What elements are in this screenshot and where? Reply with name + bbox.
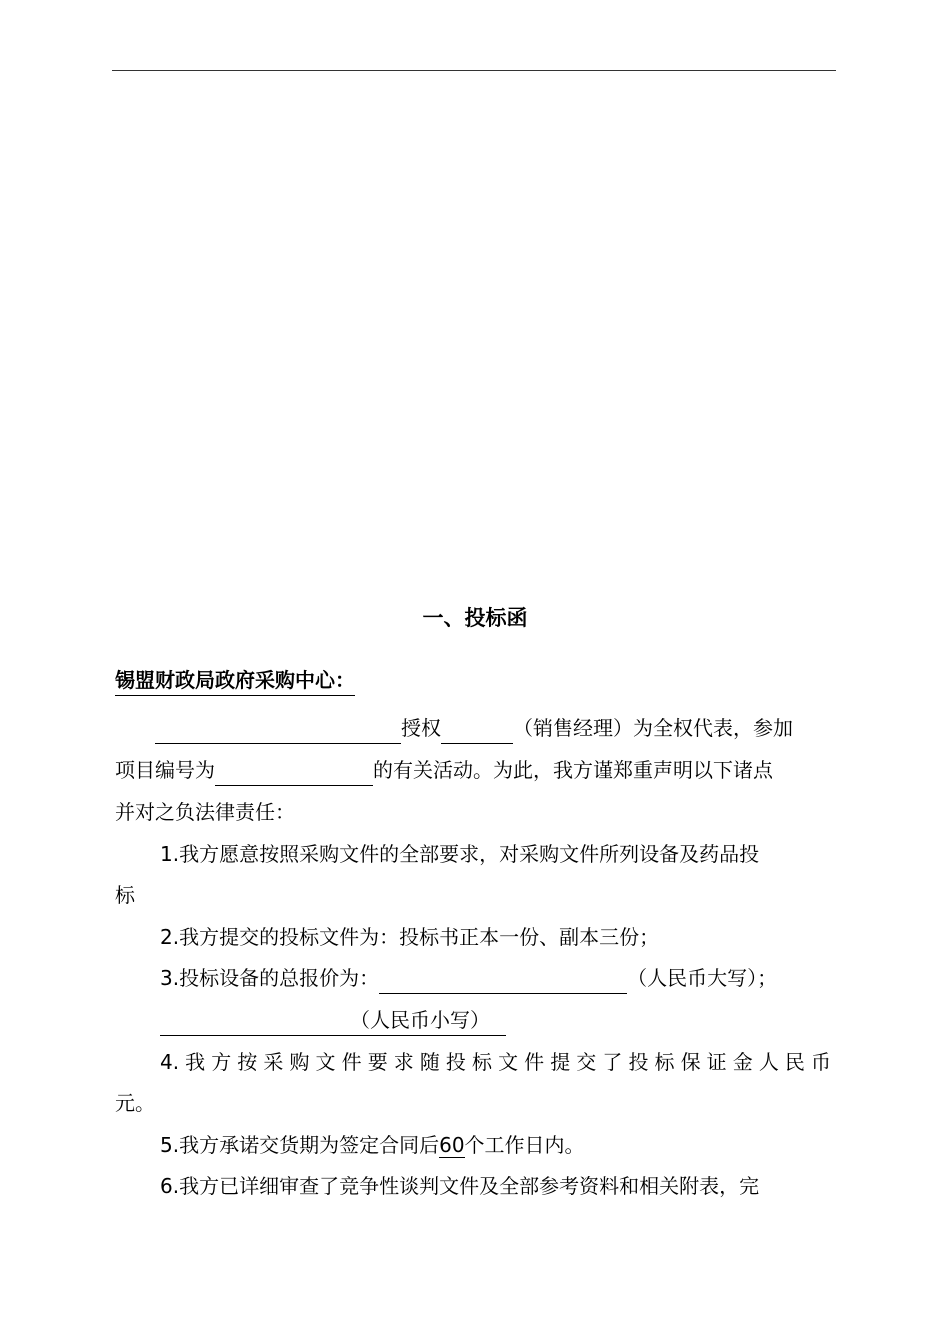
role-text: （销售经理）为全权代表，参加 [513, 716, 793, 740]
price-lower-blank[interactable] [160, 1005, 506, 1036]
para1-line3: 并对之负法律责任： [115, 800, 295, 824]
authorize-text: 授权 [401, 716, 441, 740]
item1-line2: 标 [115, 883, 135, 907]
item6: 6.我方已详细审查了竞争性谈判文件及全部参考资料和相关附表，完 [160, 1174, 760, 1198]
delivery-suffix: 个工作日内。 [464, 1133, 585, 1157]
item1-line1: 1.我方愿意按照采购文件的全部要求，对采购文件所列设备及药品投 [160, 842, 760, 866]
item4-line2: 元。 [115, 1091, 155, 1115]
item3-line2 [160, 1005, 506, 1035]
para1-line1 [155, 713, 793, 743]
price-lower-label: （人民币小写） [350, 1008, 490, 1032]
item4-line1: 4.我方按采购文件要求随投标文件提交了投标保证金人民币 [160, 1050, 831, 1074]
project-no-label: 项目编号为 [115, 758, 215, 782]
addressee: 锡盟财政局政府采购中心： [115, 664, 355, 696]
delivery-text: 5.我方承诺交货期为签定合同后 [160, 1133, 440, 1157]
bidder-name-blank[interactable] [155, 713, 401, 744]
price-upper-label: （人民币大写）； [627, 966, 778, 990]
total-price-label: 3.投标设备的总报价为： [160, 966, 380, 990]
para1-line2 [115, 755, 773, 785]
item2: 2.我方提交的投标文件为：投标书正本一份、副本三份； [160, 925, 660, 949]
representative-blank[interactable] [441, 713, 513, 744]
page-title: 一、投标函 [422, 606, 528, 630]
project-no-blank[interactable] [215, 755, 373, 786]
price-upper-blank[interactable] [379, 963, 627, 994]
header-rule [112, 70, 836, 71]
activity-text: 的有关活动。为此，我方谨郑重声明以下诸点 [373, 758, 773, 782]
delivery-days: 60 [439, 1133, 465, 1157]
item3-line1 [160, 963, 777, 993]
item5 [160, 1130, 585, 1160]
